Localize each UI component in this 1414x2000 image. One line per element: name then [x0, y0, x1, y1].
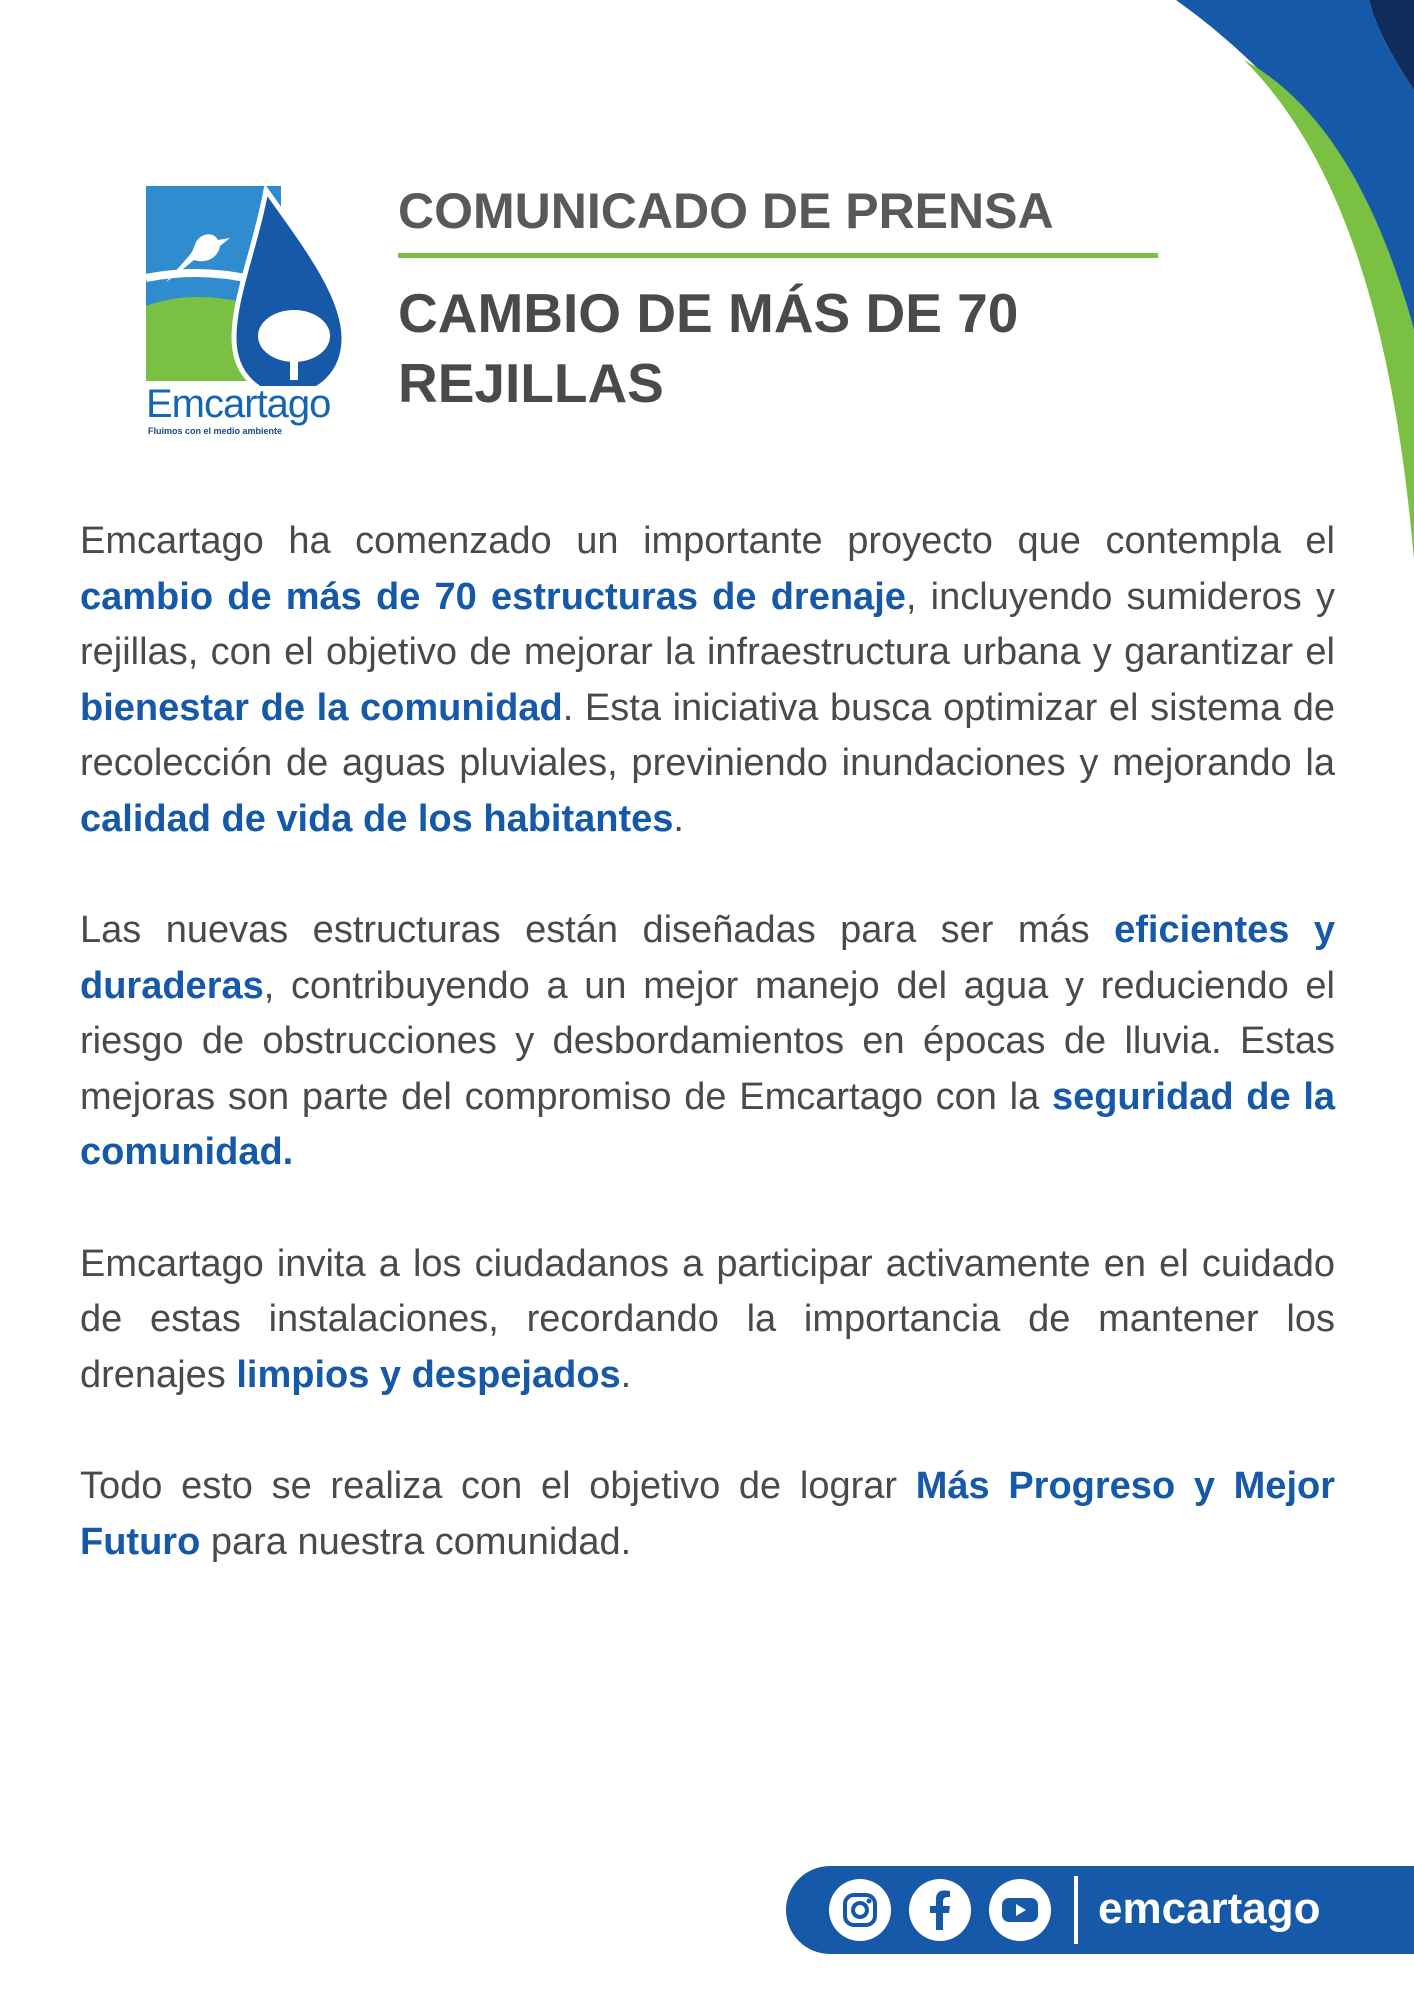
youtube-icon[interactable]	[988, 1878, 1052, 1942]
body-text: , contribuyendo a un mejor manejo del agua y reduciendo el riesgo de obstrucciones y desbordamientos en épocas de lluvia. Estas mejoras son parte del compromiso de Emcartago con la	[80, 964, 1335, 1118]
body-text: Las nuevas estructuras están diseñadas para ser más	[80, 909, 1115, 951]
body-paragraph	[80, 1237, 1335, 1404]
logo-tagline: Fluimos con el medio ambiente	[148, 426, 283, 436]
highlighted-text: cambio de más de 70 estructuras de drenaje	[80, 575, 906, 618]
body-text: . Esta iniciativa busca optimizar el sistema de recolección de aguas pluviales, previniendo inundaciones y mejorando la	[80, 686, 1336, 784]
body-text: Todo esto se realiza con el objetivo de lograr	[80, 1465, 916, 1507]
logo-wordmark: Emcartago	[146, 382, 331, 426]
highlighted-text: Más Progreso y Mejor Futuro	[80, 1465, 1336, 1563]
highlighted-text: eficientes y duraderas	[80, 909, 1336, 1007]
facebook-icon[interactable]	[908, 1878, 972, 1942]
press-release-kicker: COMUNICADO DE PRENSA	[398, 183, 1054, 239]
highlighted-text: seguridad de la comunidad.	[80, 1075, 1336, 1173]
body-text: , incluyendo sumideros y rejillas, con el objetivo de mejorar la infraestructura urbana y garantizar el	[80, 575, 1335, 673]
instagram-icon[interactable]	[828, 1878, 892, 1942]
body-text: para nuestra comunidad.	[200, 1520, 632, 1563]
body-paragraph	[80, 903, 1335, 1181]
press-release-body	[80, 514, 1335, 1626]
highlighted-text: limpios y despejados	[236, 1353, 621, 1396]
logo-emblem	[146, 186, 346, 386]
emcartago-logo	[146, 186, 346, 436]
body-text: .	[673, 797, 684, 840]
social-handle[interactable]: emcartago	[1098, 1884, 1321, 1933]
body-paragraph	[80, 1459, 1335, 1570]
highlighted-text: calidad de vida de los habitantes	[80, 797, 674, 840]
social-media-bar	[786, 1866, 1414, 1954]
body-paragraph	[80, 514, 1335, 847]
body-text: .	[620, 1353, 632, 1396]
highlighted-text: bienestar de la comunidad	[80, 686, 563, 729]
page-title: CAMBIO DE MÁS DE 70 REJILLAS	[398, 282, 1019, 414]
body-text: Emcartago invita a los ciudadanos a participar activamente en el cuidado de estas instalaciones, recordando la importancia de mantener los drenajes	[80, 1242, 1335, 1396]
body-text: Emcartago ha comenzado un importante proyecto que contempla el	[80, 520, 1335, 562]
heading-divider	[398, 253, 1158, 258]
social-divider	[1074, 1876, 1078, 1944]
